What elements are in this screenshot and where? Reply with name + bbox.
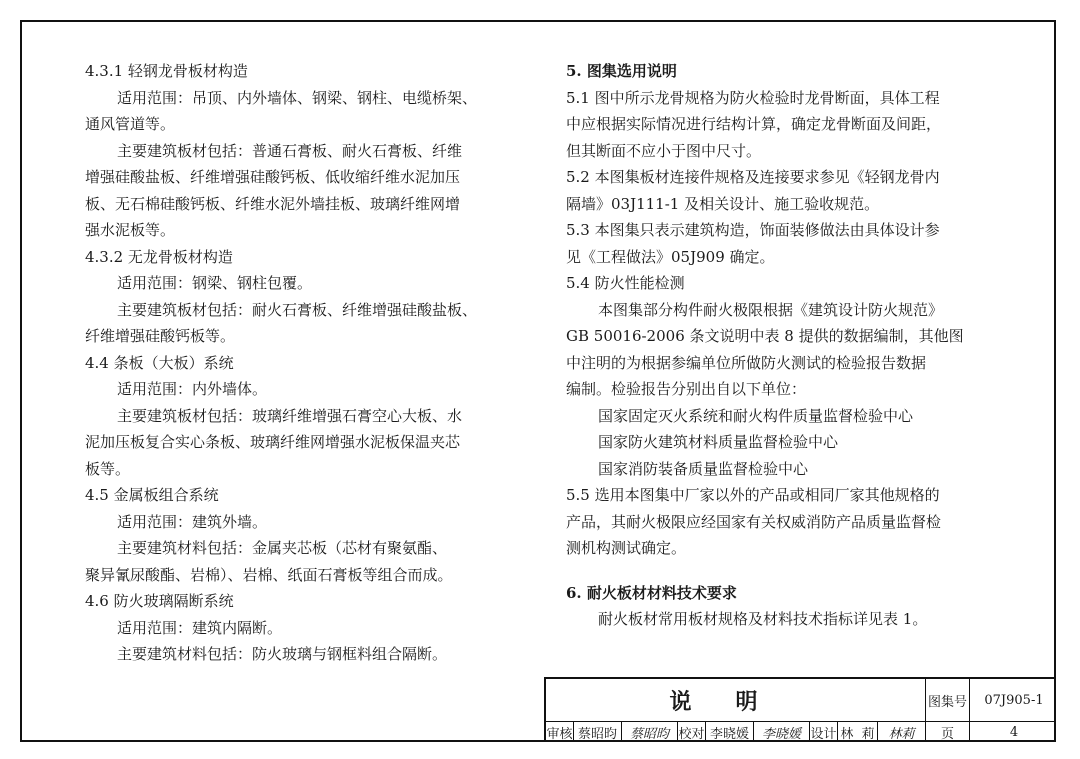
section-5-heading: 5. 图集选用说明	[566, 62, 677, 80]
section-4-6-materials-1: 主要建筑材料包括：防火玻璃与钢框料组合隔断。	[117, 645, 448, 663]
section-4-5-scope: 适用范围：建筑外墙。	[117, 512, 268, 531]
page-label: 页	[926, 722, 970, 742]
section-5-4-line-1: 本图集部分构件耐火极限根据《建筑设计防火规范》	[598, 300, 944, 319]
section-4-3-1-scope-cont: 通风管道等。	[85, 115, 176, 133]
section-5-5-line-2: 产品，其耐火极限应经国家有关权威消防产品质量监督检	[566, 512, 942, 531]
section-6-line-1: 耐火板材常用板材规格及材料技术指标详见表 1。	[598, 610, 928, 628]
atlas-number: 07J905-1	[984, 692, 1044, 708]
section-4-5-heading: 4.5 金属板组合系统	[85, 486, 219, 504]
section-5-4-line-4: 编制。检验报告分别出自以下单位：	[566, 380, 807, 398]
section-5-5-line-1: 5.5 选用本图集中厂家以外的产品或相同厂家其他规格的	[566, 486, 940, 504]
section-4-3-1-materials-4: 强水泥板等。	[85, 221, 176, 239]
title-block-row-1	[546, 679, 1056, 721]
reviewer-signature: 蔡昭昀	[622, 722, 678, 742]
section-6-heading: 6. 耐火板材材料技术要求	[566, 583, 737, 602]
section-4-3-2-scope: 适用范围：钢梁、钢柱包覆。	[117, 274, 313, 292]
section-4-4-heading: 4.4 条板（大板）系统	[85, 353, 234, 372]
section-5-3-line-1: 5.3 本图集只表示建筑构造，饰面装修做法由具体设计参	[566, 221, 940, 239]
section-4-5-materials-1: 主要建筑材料包括：金属夹芯板（芯材有聚氨酯、	[117, 539, 448, 557]
section-5-4-org-2: 国家防火建筑材料质量监督检验中心	[598, 433, 839, 451]
page-number: 4	[1009, 724, 1019, 740]
section-4-3-2-materials-2: 纤维增强硅酸钙板等。	[85, 327, 236, 345]
left-column	[85, 58, 517, 668]
section-4-3-1-materials-3: 板、无石棉硅酸钙板、纤维水泥外墙挂板、玻璃纤维网增	[85, 194, 461, 213]
section-4-3-1-materials-1: 主要建筑板材包括：普通石膏板、耐火石膏板、纤维	[117, 141, 463, 160]
design-label: 设计	[810, 722, 838, 742]
section-5-5-line-3: 测机构测试确定。	[566, 539, 687, 557]
section-5-4-line-2: GB 50016-2006 条文说明中表 8 提供的数据编制，其他图	[566, 327, 964, 345]
section-5-4-org-1: 国家固定灭火系统和耐火构件质量监督检验中心	[598, 406, 914, 425]
right-column	[566, 58, 1004, 633]
section-5-4-line-3: 中注明的为根据参编单位所做防火测试的检验报告数据	[566, 353, 927, 372]
checker-signature: 李晓媛	[754, 722, 810, 742]
section-5-3-line-2: 见《工程做法》05J909 确定。	[566, 247, 775, 266]
section-4-3-2-materials-1: 主要建筑板材包括：耐火石膏板、纤维增强硅酸盐板、	[117, 300, 478, 319]
section-4-4-materials-2: 泥加压板复合实心条板、玻璃纤维网增强水泥板保温夹芯	[85, 433, 461, 451]
title-block	[544, 677, 1056, 742]
designer-name: 林 莉	[838, 722, 878, 742]
section-5-1-line-1: 5.1 图中所示龙骨规格为防火检验时龙骨断面，具体工程	[566, 88, 940, 107]
section-spacer	[566, 562, 1004, 580]
section-4-4-materials-3: 板等。	[85, 459, 131, 478]
section-5-1-line-3: 但其断面不应小于图中尺寸。	[566, 141, 762, 160]
section-5-1-line-2: 中应根据实际情况进行结构计算，确定龙骨断面及间距，	[566, 115, 942, 133]
section-4-3-1-scope: 适用范围：吊顶、内外墙体、钢梁、钢柱、电缆桥架、	[117, 88, 478, 107]
atlas-number-label: 图集号	[926, 679, 970, 721]
section-5-4-heading: 5.4 防火性能检测	[566, 274, 685, 292]
reviewer-name: 蔡昭昀	[574, 722, 622, 742]
section-4-5-materials-2: 聚异氰尿酸酯、岩棉）、岩棉、纸面石膏板等组合而成。	[85, 565, 453, 584]
section-4-4-scope: 适用范围：内外墙体。	[117, 380, 268, 398]
section-5-2-line-2: 隔墙》03J111-1 及相关设计、施工验收规范。	[566, 194, 880, 213]
drawing-title: 说明	[546, 679, 926, 721]
designer-signature: 林莉	[878, 722, 926, 742]
section-4-3-1-materials-2: 增强硅酸盐板、纤维增强硅酸钙板、低收缩纤维水泥加压	[85, 168, 461, 186]
section-4-3-2-heading: 4.3.2 无龙骨板材构造	[85, 247, 233, 266]
section-4-3-1-heading: 4.3.1 轻钢龙骨板材构造	[85, 62, 248, 80]
section-4-6-scope: 适用范围：建筑内隔断。	[117, 618, 283, 637]
checker-name: 李晓媛	[706, 722, 754, 742]
section-4-6-heading: 4.6 防火玻璃隔断系统	[85, 592, 234, 610]
check-label: 校对	[678, 722, 706, 742]
section-4-4-materials-1: 主要建筑板材包括：玻璃纤维增强石膏空心大板、水	[117, 406, 463, 425]
section-5-2-line-1: 5.2 本图集板材连接件规格及连接要求参见《轻钢龙骨内	[566, 168, 940, 186]
review-label: 审核	[546, 722, 574, 742]
title-block-row-2	[546, 721, 1056, 742]
section-5-4-org-3: 国家消防装备质量监督检验中心	[598, 459, 809, 478]
